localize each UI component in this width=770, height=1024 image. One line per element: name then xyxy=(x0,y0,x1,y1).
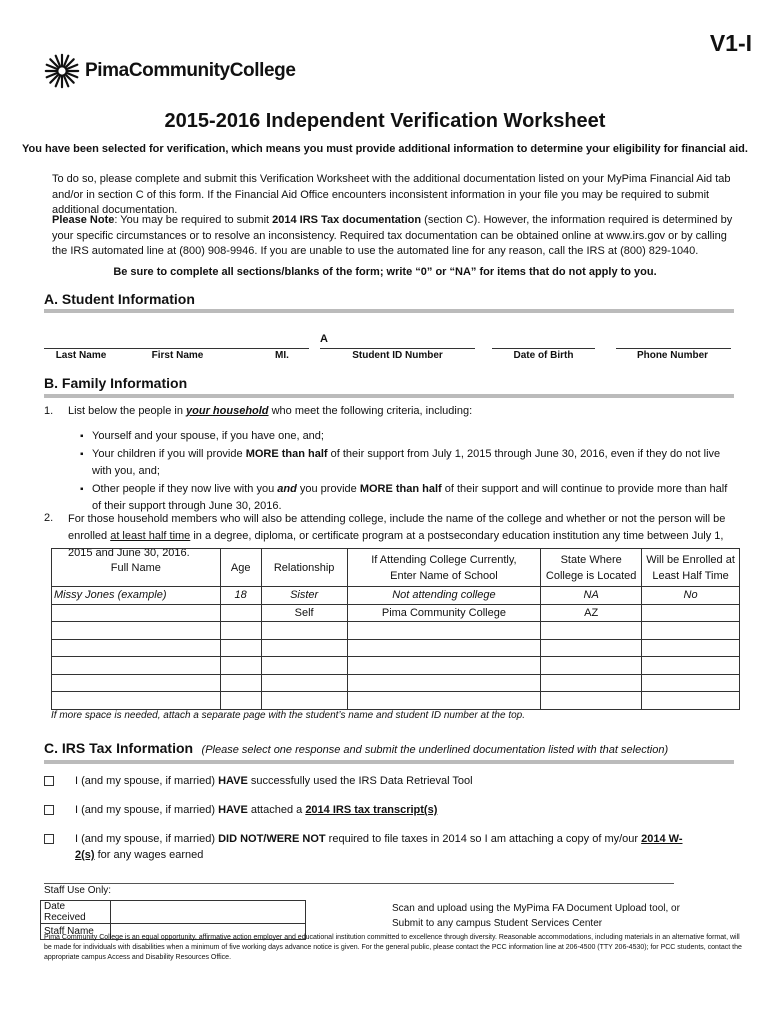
household-table xyxy=(51,548,740,710)
section-c-instruction: (Please select one response and submit the underlined documentation listed with that selection) xyxy=(201,744,669,756)
item-1-emph: your household xyxy=(186,405,269,417)
col-full-name: Full Name xyxy=(52,549,221,587)
item-1-post: who meet the following criteria, including: xyxy=(268,405,473,417)
table-row[interactable] xyxy=(52,657,740,675)
please-note-bold: 2014 IRS Tax documentation xyxy=(272,214,422,226)
please-note-paragraph xyxy=(52,213,742,260)
section-c-heading: C. IRS Tax Information xyxy=(44,740,194,756)
self-row xyxy=(52,604,740,622)
item-1-text xyxy=(68,405,472,417)
date-received-label: Date Received xyxy=(41,901,111,924)
option-1-text: I (and my spouse, if married) HAVE successfully used the IRS Data Retrieval Tool xyxy=(75,775,473,787)
last-name-label: Last Name xyxy=(55,350,107,361)
option-2-text: I (and my spouse, if married) HAVE attached a 2014 IRS tax transcript(s) xyxy=(75,804,438,816)
table-row[interactable] xyxy=(52,692,740,710)
table-header-row xyxy=(52,549,740,587)
self-half-time-cell[interactable] xyxy=(642,604,740,622)
self-age-cell[interactable] xyxy=(220,604,261,622)
option-data-retrieval[interactable] xyxy=(44,773,644,789)
option-tax-transcript[interactable] xyxy=(44,802,644,818)
student-id-prefix: A xyxy=(320,333,328,345)
section-c-heading-row xyxy=(44,740,668,758)
scan-instruction-2: Submit to any campus Student Services Center xyxy=(392,918,603,929)
example-state: NA xyxy=(541,587,642,605)
date-received-field[interactable] xyxy=(111,901,306,924)
page-subtitle: You have been selected for verification, which means you must provide additional information to determine your eligibility for financial aid. xyxy=(22,143,748,155)
example-age: 18 xyxy=(220,587,261,605)
name-field-line[interactable] xyxy=(44,348,309,349)
intro-paragraph: To do so, please complete and submit this Verification Worksheet with the additional documentation listed on your MyPima Financial Aid tab and/or in section C of this form. If the Financial Aid Office encounters inconsistent information in your file you may be required to submit additional documentation. xyxy=(52,173,731,216)
col-college: If Attending College Currently, Enter Name of School xyxy=(347,549,541,587)
item-1-number: 1. xyxy=(44,405,54,417)
example-row xyxy=(52,587,740,605)
college-logo xyxy=(44,53,296,89)
phone-field-line[interactable] xyxy=(616,348,731,349)
list-item: ▪ Other people if they now live with you and you provide MORE than half of their support and will continue to provide more than half of their support through June 30, 2016. xyxy=(80,481,735,516)
col-age: Age xyxy=(220,549,261,587)
form-code: V1-I xyxy=(709,30,752,56)
dob-field-line[interactable] xyxy=(492,348,595,349)
checkbox-w2[interactable] xyxy=(44,834,54,844)
self-relationship: Self xyxy=(261,604,347,622)
please-note-label: Please Note xyxy=(52,214,115,226)
example-name: Missy Jones (example) xyxy=(52,587,221,605)
table-row[interactable] xyxy=(52,622,740,640)
self-college: Pima Community College xyxy=(347,604,541,622)
section-c-divider xyxy=(44,760,734,764)
first-name-label: First Name xyxy=(151,350,204,361)
mi-label: MI. xyxy=(275,350,289,361)
item-2-text: For those household members who will also be attending college, include the name of the college and whether or not the person will be enrolled at least half time in a degree, diploma, or certificate program at a postsecondary education institution any time between July 1, 2015 and June 30, 2016. xyxy=(68,513,726,559)
col-half-time: Will be Enrolled at Least Half Time xyxy=(642,549,740,587)
sunburst-logo-icon xyxy=(44,53,80,89)
college-name: PimaCommunityCollege xyxy=(85,60,296,81)
self-state: AZ xyxy=(541,604,642,622)
please-note-text-a: : You may be required to submit xyxy=(114,214,273,226)
checkbox-data-retrieval[interactable] xyxy=(44,776,54,786)
section-a-divider xyxy=(44,309,734,313)
criteria-list xyxy=(80,428,735,516)
col-state: State Where College is Located xyxy=(541,549,642,587)
phone-label: Phone Number xyxy=(636,350,709,361)
student-id-label: Student ID Number xyxy=(352,350,443,361)
table-row[interactable] xyxy=(52,639,740,657)
section-a-heading: A. Student Information xyxy=(44,291,195,307)
staff-name-label: Staff Name xyxy=(41,924,111,940)
scan-instruction-1: Scan and upload using the MyPima FA Document Upload tool, or xyxy=(392,903,680,914)
example-half-time: No xyxy=(642,587,740,605)
option-3-text: I (and my spouse, if married) DID NOT/WERE NOT required to file taxes in 2014 so I am attaching a copy of my/our 2014 W-2(s) for any wages earned xyxy=(75,833,683,861)
example-college: Not attending college xyxy=(347,587,541,605)
staff-divider xyxy=(44,883,674,884)
checkbox-tax-transcript[interactable] xyxy=(44,805,54,815)
self-name-cell[interactable] xyxy=(52,604,221,622)
staff-use-heading: Staff Use Only: xyxy=(44,885,112,896)
item-2-number: 2. xyxy=(44,512,54,524)
section-b-divider xyxy=(44,394,734,398)
item-1-pre: List below the people in xyxy=(68,405,187,417)
footer-disclaimer: Pima Community College is an equal opportunity, affirmative action employer and educational institution committed to excellence through diversity. Reasonable accommodations, including materials in an alternative format, will be made for individuals with disabilities when a minimum of five working days advance notice is given. For the general public, please contact the PCC information line at 206-4500 (TTY 206-4530); for PCC students, contact the appropriate campus Access and Disability Resources Office. xyxy=(44,934,742,961)
example-relationship: Sister xyxy=(261,587,347,605)
please-note-text-b: (section C). However, the information required is determined by your specific circumstances or to resolve an inconsistency. Required tax documentation can be obtained online at www.irs.gov or by calling the IRS automated line at (800) 908-9946. If you are unable to use the automated line for any reason, call the IRS at (800) 829-1040. xyxy=(52,214,733,257)
table-row xyxy=(41,901,306,924)
page-title: 2015-2016 Independent Verification Worksheet xyxy=(164,110,606,132)
section-b-heading: B. Family Information xyxy=(44,375,188,391)
dob-label: Date of Birth xyxy=(513,350,574,361)
be-sure-note: Be sure to complete all sections/blanks of the form; write “0” or “NA” for items that do not apply to you. xyxy=(113,266,657,278)
extra-space-note: If more space is needed, attach a separate page with the student’s name and student ID number at the top. xyxy=(51,710,526,721)
col-relationship: Relationship xyxy=(261,549,347,587)
list-item: ▪ Your children if you will provide MORE than half of their support from July 1, 2015 through June 30, 2016, even if they do not live with you, and; xyxy=(80,446,735,481)
list-item: ▪ Yourself and your spouse, if you have one, and; xyxy=(80,428,735,446)
table-row[interactable] xyxy=(52,674,740,692)
student-id-field-line[interactable] xyxy=(320,348,475,349)
option-w2[interactable] xyxy=(44,831,694,863)
